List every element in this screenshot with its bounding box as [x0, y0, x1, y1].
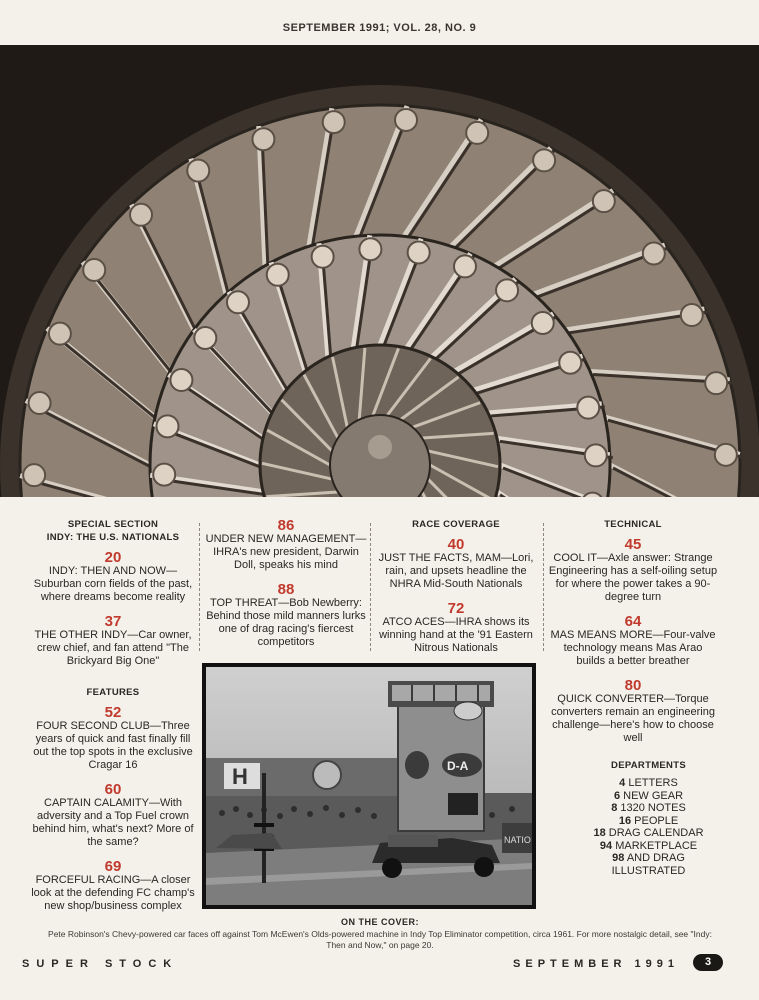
page-number: 18	[593, 827, 606, 839]
department-name: 1320 NOTES	[620, 802, 686, 814]
story-blurb: JUST THE FACTS, MAM—Lori, rain, and upsets headline the NHRA Mid-South Nationals	[378, 552, 534, 590]
toc-entry[interactable]	[548, 537, 718, 604]
cover-photo-drag-strip	[202, 663, 536, 909]
cover-caption-title: ON THE COVER:	[340, 917, 419, 927]
page-number: 86	[277, 517, 295, 534]
department-item[interactable]	[556, 790, 741, 803]
column-special-section	[28, 518, 198, 923]
page-number: 40	[447, 536, 465, 553]
cover-caption-text: Pete Robinson's Chevy-powered car faces off against Tom McEwen's Olds-powered machine in Indy Top Eliminator competition, circa 1961. For more nostalgic detail, see "Indy: Then and Now," on page 20.	[48, 929, 712, 950]
page-number: 94	[599, 839, 613, 852]
column-divider	[199, 523, 200, 651]
page-number: 4	[619, 777, 626, 789]
banner-text: NATIO	[504, 835, 531, 845]
toc-entry[interactable]	[28, 859, 198, 913]
department-name: DRAG CALENDAR	[608, 827, 704, 839]
story-blurb: FOUR SECOND CLUB—Three years of quick and fast finally fill out the top spots in the exclusive Cragar 16	[33, 720, 193, 771]
department-name: AND DRAG ILLUSTRATED	[611, 852, 686, 877]
column-technical	[548, 518, 718, 755]
department-item[interactable]	[556, 777, 741, 790]
toc-entry[interactable]	[28, 614, 198, 668]
svg-text:H: H	[232, 764, 248, 789]
toc-entry[interactable]	[28, 705, 198, 772]
departments-list	[556, 760, 741, 877]
footer-magazine-name: SUPER STOCK	[22, 958, 179, 970]
toc-entry[interactable]	[548, 614, 718, 668]
toc-entry[interactable]	[28, 550, 198, 604]
department-item[interactable]	[556, 827, 741, 840]
story-blurb: QUICK CONVERTER—Torque converters remain an engineering challenge—here's how to choose well	[551, 693, 715, 744]
column-ihra	[205, 518, 367, 659]
page-number: 8	[611, 802, 618, 814]
cover-caption	[40, 917, 720, 951]
story-blurb: THE OTHER INDY—Car owner, crew chief, and fan attend "The Brickyard Big One"	[34, 629, 192, 667]
department-name: PEOPLE	[634, 814, 679, 827]
technical-heading: TECHNICAL	[604, 519, 662, 530]
special-section-title: SPECIAL SECTION	[67, 519, 159, 530]
toc-entry[interactable]	[548, 678, 718, 745]
column-divider	[543, 523, 544, 651]
page-number: 72	[447, 600, 465, 617]
story-blurb: COOL IT—Axle answer: Strange Engineering has a self-oiling setup for where the power takes a 90-degree turn	[548, 552, 718, 603]
masthead: SEPTEMBER 1991; VOL. 28, NO. 9	[282, 22, 477, 34]
footer-date: SEPTEMBER 1991	[513, 958, 679, 970]
page-number: 69	[104, 858, 122, 875]
department-item[interactable]	[556, 802, 741, 815]
page-number: 88	[277, 581, 295, 598]
story-blurb: FORCEFUL RACING—A closer look at the defending FC champ's new shop/business complex	[31, 874, 195, 912]
page-number: 52	[104, 704, 122, 721]
department-name: NEW GEAR	[623, 789, 684, 802]
special-section-subtitle: INDY: THE U.S. NATIONALS	[46, 532, 180, 543]
column-divider	[370, 523, 371, 651]
toc-entry[interactable]	[205, 518, 367, 572]
column-race-coverage	[376, 518, 536, 665]
toc-entry[interactable]	[205, 582, 367, 649]
story-blurb: MAS MEANS MORE—Four-valve technology means Mas Arao builds a better breather	[550, 629, 716, 667]
special-section-heading	[28, 518, 198, 544]
story-blurb: ATCO ACES—IHRA shows its winning hand at the '91 Eastern Nitrous Nationals	[379, 616, 533, 654]
toc-entry[interactable]	[376, 601, 536, 655]
toc-entry[interactable]	[376, 537, 536, 591]
page-number: 37	[104, 613, 122, 630]
department-name: MARKETPLACE	[615, 839, 698, 852]
hero-torque-converter-photo	[0, 45, 759, 497]
page-number: 16	[618, 814, 632, 827]
toc-entry[interactable]	[28, 782, 198, 849]
features-heading: FEATURES	[86, 687, 140, 698]
department-name: LETTERS	[628, 777, 678, 789]
page-number: 45	[624, 536, 642, 553]
story-blurb: UNDER NEW MANAGEMENT—IHRA's new president, Darwin Doll, speaks his mind	[205, 533, 367, 571]
story-blurb: TOP THREAT—Bob Newberry: Behind those mild manners lurks one of drag racing's fiercest competitors	[206, 597, 366, 648]
page-number: 60	[104, 781, 122, 798]
page-number: 20	[104, 549, 122, 566]
tower-sign-text: D-A	[447, 759, 469, 773]
page-number: 6	[613, 789, 621, 802]
departments-heading: DEPARTMENTS	[611, 760, 686, 771]
page-number: 98	[612, 852, 625, 864]
race-coverage-heading: RACE COVERAGE	[412, 519, 500, 530]
story-blurb: CAPTAIN CALAMITY—With adversity and a Top Fuel crown behind him, what's next? More of the same?	[32, 797, 194, 848]
page-number-badge: 3	[693, 954, 723, 971]
department-item[interactable]	[589, 852, 709, 877]
department-item[interactable]	[556, 840, 741, 853]
page-number: 80	[624, 677, 642, 694]
department-item[interactable]	[556, 815, 741, 828]
story-blurb: INDY: THEN AND NOW—Suburban corn fields of the past, where dreams become reality	[33, 565, 193, 603]
page-number: 64	[624, 613, 642, 630]
